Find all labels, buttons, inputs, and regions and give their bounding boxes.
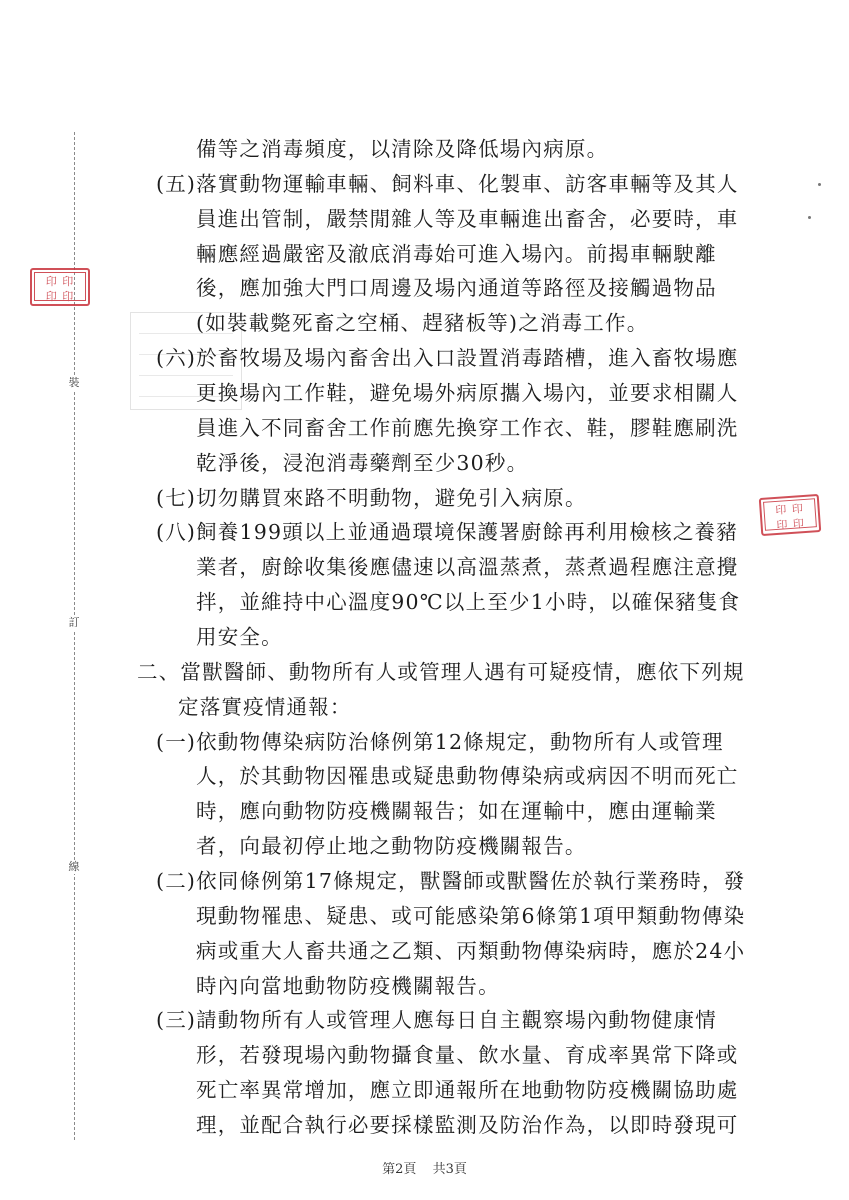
text-line: 人，於其動物因罹患或疑患動物傳染病或病因不明而死亡 [196,764,739,788]
text-line: 拌，並維持中心溫度90℃以上至少1小時，以確保豬隻食 [196,590,741,614]
binding-mark-zhuang: 裝 [64,376,84,390]
text-line: 形，若發現場內動物攝食量、飲水量、育成率異常下降或 [196,1043,739,1067]
text-line: 備等之消毒頻度，以清除及降低場內病原。 [196,137,609,161]
text-line: (如裝載斃死畜之空桶、趕豬板等)之消毒工作。 [196,311,649,335]
text-line: 時，應向動物防疫機關報告；如在運輸中，應由運輸業 [196,799,717,823]
text-line: (五)落實動物運輸車輛、飼料車、化製車、訪客車輛等及其人 [156,172,739,196]
speck [808,216,811,219]
text-line: 現動物罹患、疑患、或可能感染第6條第1項甲類動物傳染 [196,904,746,928]
text-line: 更換場內工作鞋，避免場外病原攜入場內，並要求相關人 [196,381,739,405]
binding-mark-xian: 線 [64,860,84,874]
speck [818,183,821,186]
seal-stamp-left: 印 印 印 印 [30,268,90,306]
page-number: 第2頁 [382,1162,417,1177]
text-line: 乾淨後，浸泡消毒藥劑至少30秒。 [196,451,529,475]
text-line: 二、當獸醫師、動物所有人或管理人遇有可疑疫情，應依下列規 [137,660,745,684]
text-line: 業者，廚餘收集後應儘速以高溫蒸煮，蒸煮過程應注意攪 [196,555,739,579]
text-line: (二)依同條例第17條規定，獸醫師或獸醫佐於執行業務時，發 [156,869,746,893]
text-line: (一)依動物傳染病防治條例第12條規定，動物所有人或管理 [156,730,724,754]
text-line: 理，並配合執行必要採樣監測及防治作為，以即時發現可 [196,1113,739,1137]
text-line: 定落實疫情通報： [178,695,352,719]
text-line: (七)切勿購買來路不明動物，避免引入病原。 [156,486,587,510]
text-line: 員進出管制，嚴禁閒雜人等及車輛進出畜舍，必要時，車 [196,207,739,231]
page-footer [0,1158,849,1177]
seal-stamp-right: 印 印 印 印 [759,494,822,536]
text-line: 死亡率異常增加，應立即通報所在地動物防疫機關協助處 [196,1078,739,1102]
text-line: 員進入不同畜舍工作前應先換穿工作衣、鞋，膠鞋應刷洗 [196,416,739,440]
binding-mark-ding: 訂 [64,616,84,630]
text-line: 後，應加強大門口周邊及場內通道等路徑及接觸過物品 [196,276,717,300]
page-total: 共3頁 [432,1162,467,1177]
text-line: 者，向最初停止地之動物防疫機關報告。 [196,834,587,858]
text-line: 輛應經過嚴密及澈底消毒始可進入場內。前揭車輛駛離 [196,242,717,266]
text-line: (三)請動物所有人或管理人應每日自主觀察場內動物健康情 [156,1008,717,1032]
text-line: 時內向當地動物防疫機關報告。 [196,974,500,998]
text-line: 用安全。 [196,625,283,649]
text-line: (六)於畜牧場及場內畜舍出入口設置消毒踏槽，進入畜牧場應 [156,346,739,370]
text-line: (八)飼養199頭以上並通過環境保護署廚餘再利用檢核之養豬 [156,520,738,544]
text-line: 病或重大人畜共通之乙類、丙類動物傳染病時，應於24小 [196,939,746,963]
